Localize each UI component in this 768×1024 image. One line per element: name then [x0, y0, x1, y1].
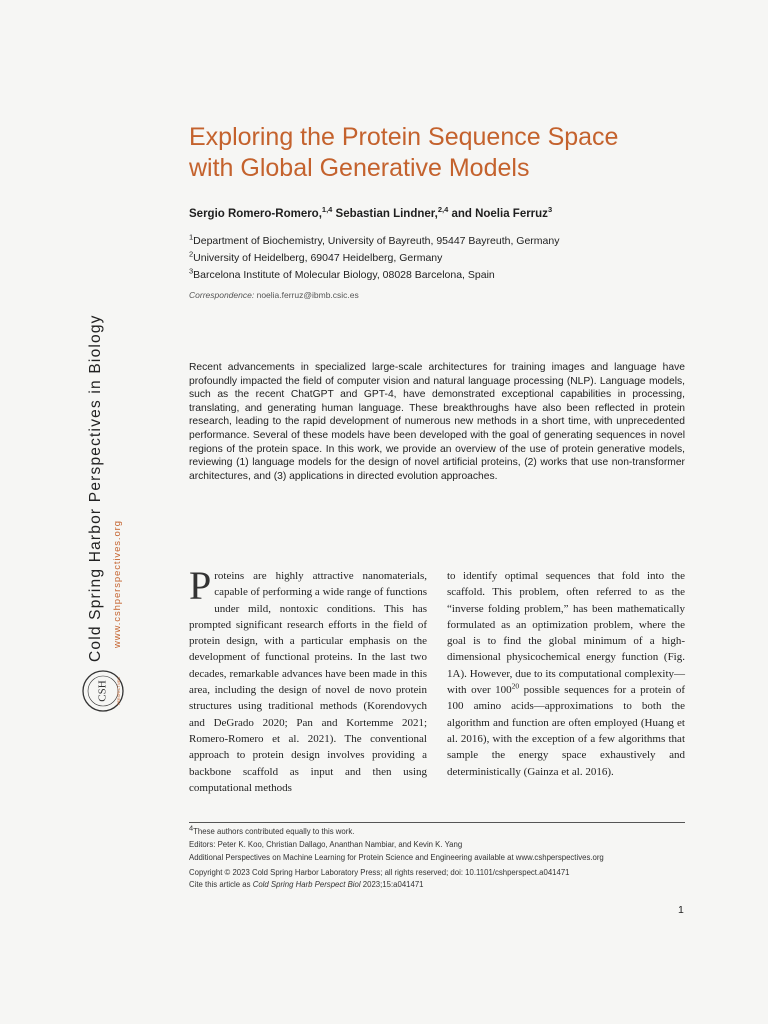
affiliation-3 — [189, 266, 495, 281]
sidebar-url[interactable]: www.cshperspectives.org — [112, 520, 123, 648]
citation-suffix: 2023;15:a041471 — [360, 880, 424, 889]
affiliation-text: Department of Biochemistry, University of Bayreuth, 95447 Bayreuth, Germany — [193, 235, 560, 247]
affiliation-text: University of Heidelberg, 69047 Heidelberg, Germany — [193, 252, 443, 264]
author-list — [189, 205, 553, 220]
article-title — [189, 122, 689, 184]
logo-subtext: PERSPECTIVES — [117, 677, 121, 705]
footnote-copyright: Copyright © 2023 Cold Spring Harbor Laboratory Press; all rights reserved; doi: 10.1101/cshperspect.a041471 — [189, 868, 570, 877]
correspondence-email[interactable]: noelia.ferruz@ibmb.csic.es — [256, 290, 359, 300]
citation-prefix: Cite this article as — [189, 880, 253, 889]
footnote-text: These authors contributed equally to this work. — [193, 827, 355, 836]
body-text: to identify optimal sequences that fold into the scaffold. This problem, often referred to as the “inverse folding problem,” has been mathematically formulated as an optimization problem, where the goal is to find the global minimum of a high-dimensional physicochemical energy function (Fig. 1A). However, due to its computational complexity—with over 100 — [447, 570, 685, 697]
correspondence — [189, 290, 359, 300]
footnote-editors: Editors: Peter K. Koo, Christian Dallago, Ananthan Nambiar, and Kevin K. Yang — [189, 840, 463, 849]
author-2-affil: 2,4 — [437, 205, 449, 215]
logo-text: CSH — [96, 680, 109, 702]
body-column-1 — [189, 563, 427, 796]
citation-journal: Cold Spring Harb Perspect Biol — [252, 880, 361, 889]
affiliation-1 — [189, 232, 560, 247]
title-line-1: Exploring the Protein Sequence Space — [189, 123, 619, 151]
affiliation-number: 2 — [189, 249, 194, 259]
author-1-affil: 1,4 — [321, 205, 333, 215]
footnote-equal-contribution — [189, 823, 355, 836]
author-3-affil: 3 — [547, 205, 553, 215]
drop-cap: P — [189, 563, 212, 608]
exponent: 20 — [511, 681, 520, 691]
body-column-2 — [447, 568, 685, 780]
author-3: and Noelia Ferruz — [448, 208, 548, 220]
title-line-2: with Global Generative Models — [189, 154, 530, 182]
page-number: 1 — [678, 904, 684, 916]
affiliation-text: Barcelona Institute of Molecular Biology, 08028 Barcelona, Spain — [193, 269, 495, 281]
body-text: possible sequences for a protein of 100 amino acids—approximations to both the algorithm and function are often employed (Huang et al. 2016), with the exception of a few algorithms that sample the energy space exhaustively and deterministically (Gainza et al. 2016). — [447, 684, 685, 778]
footnote-citation — [189, 880, 424, 889]
author-2: Sebastian Lindner, — [332, 208, 438, 220]
csh-logo-icon — [80, 668, 126, 714]
body-text: roteins are highly attractive nanomaterials, capable of performing a wide range of functions under mild, nontoxic conditions. This has prompted significant research efforts in the field of protein design, with a particular emphasis on the development of functional proteins. In the last two decades, remarkable advances have been made in this area, including the design of novel de novo protein structures using traditional methods (Korendovych and DeGrado 2020; Pan and Kortemme 2021; Romero-Romero et al. 2021). The conventional approach to protein design involves providing a backbone scaffold as input and then using computational methods — [189, 570, 427, 794]
affiliation-number: 3 — [189, 266, 194, 276]
correspondence-label: Correspondence: — [189, 290, 255, 300]
footnote-additional-perspectives: Additional Perspectives on Machine Learning for Protein Science and Engineering available at www.cshperspectives.org — [189, 853, 604, 862]
footnote-divider — [189, 822, 685, 823]
abstract: Recent advancements in specialized large-scale architectures for training images and language have profoundly impacted the field of computer vision and natural language processing (NLP). Language models, such as the recent ChatGPT and GPT-4, have demonstrated exceptional capabilities in processing, translating, and generating human language. These breakthroughs have also been reflected in protein research, leading to the rapid development of numerous new methods in a short time, with unprecedented performance. Several of these models have been developed with the goal of generating sequences in novel regions of the protein space. In this work, we provide an overview of the use of protein generative models, reviewing (1) language models for the design of novel artificial proteins, (2) works that use non-transformer architectures, and (3) applications in directed evolution approaches. — [189, 362, 685, 482]
affiliation-number: 1 — [189, 232, 194, 242]
footnote-marker: 4 — [189, 823, 194, 833]
author-1: Sergio Romero-Romero, — [189, 208, 322, 220]
sidebar-journal-name: Cold Spring Harbor Perspectives in Biology — [87, 314, 104, 662]
affiliation-2 — [189, 249, 443, 264]
